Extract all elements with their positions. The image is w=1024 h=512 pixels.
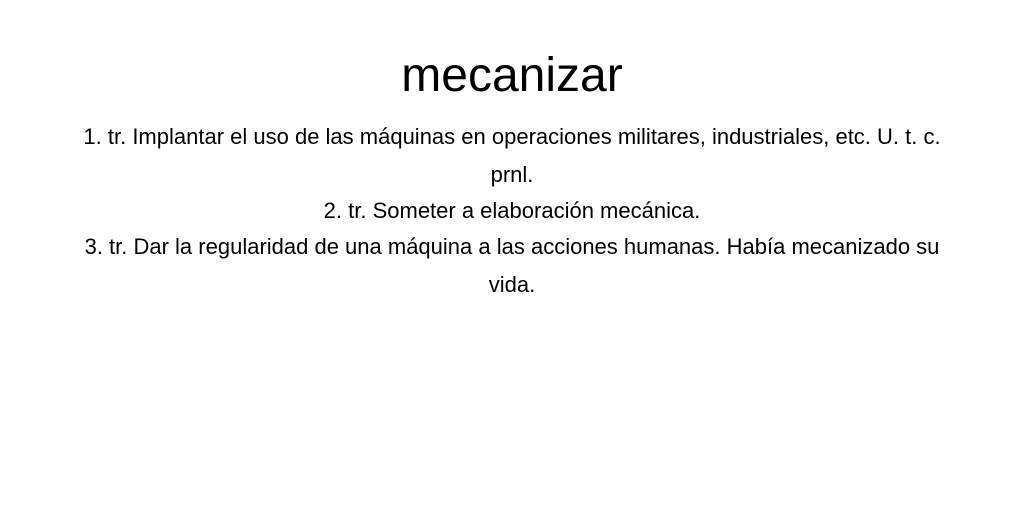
definitions-list — [0, 118, 1024, 304]
definition-item: 2. tr. Someter a elaboración mecánica. — [323, 198, 701, 223]
definition-item: 3. tr. Dar la regularidad de una máquina a las acciones humanas. Había mecanizado su vida. — [84, 234, 940, 297]
definition-item: 1. tr. Implantar el uso de las máquinas en operaciones militares, industriales, etc. U. t. c. prnl. — [83, 124, 941, 187]
entry-word-title: mecanizar — [401, 49, 623, 102]
